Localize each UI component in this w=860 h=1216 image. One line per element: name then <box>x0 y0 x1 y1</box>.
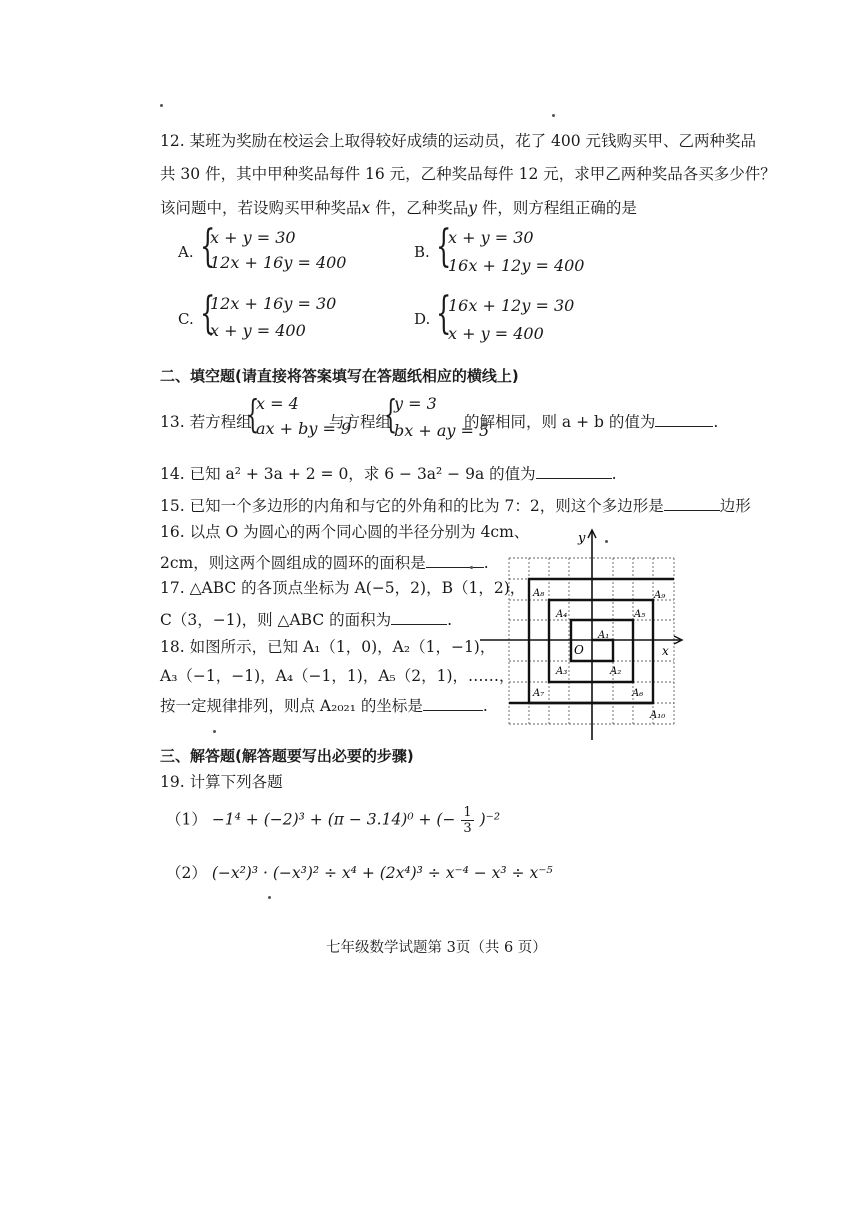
option-a-eq1: x + y = 30 <box>210 228 296 247</box>
option-c-brace: { <box>200 288 216 339</box>
q18-line2: A₃（−1，−1)，A₄（−1，1)，A₅（2，1)，……， <box>160 667 515 685</box>
q19-part1-label: （1） <box>166 810 207 829</box>
page-footer: 七年级数学试题第 3页（共 6 页） <box>326 940 547 956</box>
q13-mid: 与方程组 <box>329 413 392 431</box>
q13-brace1: { <box>246 392 260 436</box>
q18-line3: 按一定规律排列，则点 A₂₀₂₁ 的坐标是 . <box>160 697 488 715</box>
q19-title: 19. 计算下列各题 <box>160 773 283 791</box>
point-a1-label: A₁ <box>598 630 610 641</box>
q13-sys1-eq2: ax + by = 9 <box>256 419 352 438</box>
option-b-brace: { <box>436 221 452 272</box>
option-c-eq1: 12x + 16y = 30 <box>210 294 337 313</box>
q19-part1-expr-b: )⁻² <box>479 810 501 829</box>
spiral-grid-figure <box>478 528 684 742</box>
point-a4-label: A₄ <box>556 609 568 620</box>
q13-answer-blank[interactable] <box>655 426 713 427</box>
scan-speck <box>470 566 473 569</box>
spiral-path <box>529 579 674 703</box>
fraction-numerator: 1 <box>463 805 472 820</box>
x-axis-label: x <box>662 644 669 658</box>
q14-answer-blank[interactable] <box>536 478 612 479</box>
q19-part2 <box>166 863 553 883</box>
q19-part1-fraction <box>461 805 473 836</box>
q18-answer-blank[interactable] <box>423 710 483 711</box>
q16-answer-blank[interactable] <box>426 567 484 568</box>
q17-line2: C（3，−1)，则 △ABC 的面积为 . <box>160 611 453 629</box>
q15-answer-blank[interactable] <box>664 510 720 511</box>
option-b-eq2: 16x + 12y = 400 <box>448 256 585 275</box>
q17-answer-blank[interactable] <box>391 624 447 625</box>
option-a-label: A. <box>178 243 194 261</box>
q19-part1 <box>166 805 500 836</box>
point-a2-label: A₂ <box>610 666 622 677</box>
q17-line1: 17. △ABC 的各顶点坐标为 A(−5，2)，B（1，2)， <box>160 579 526 597</box>
point-a8-label: A₈ <box>533 588 545 599</box>
option-b-label: B. <box>414 243 430 261</box>
scan-speck <box>213 730 216 733</box>
section3-heading: 三、解答题(解答题要写出必要的步骤) <box>160 747 414 765</box>
scan-speck <box>160 104 163 107</box>
q13-suffix: 的解相同，则 a + b 的值为 . <box>464 413 719 431</box>
option-d-eq2: x + y = 400 <box>448 324 544 343</box>
option-c-label: C. <box>178 310 194 328</box>
q18-line1: 18. 如图所示，已知 A₁（1，0)，A₂（1，−1)， <box>160 638 496 656</box>
q13-sys1-eq1: x = 4 <box>256 394 299 413</box>
q14: 14. 已知 a² + 3a + 2 = 0，求 6 − 3a² − 9a 的值为 . <box>160 465 617 483</box>
q12-line2: 共 30 件，其中甲种奖品每件 16 元，乙种奖品每件 12 元，求甲乙两种奖品各买多少件？ <box>160 165 776 183</box>
q15: 15. 已知一个多边形的内角和与它的外角和的比为 7：2，则这个多边形是 边形 <box>160 497 751 515</box>
q19-part2-expr: (−x²)³ · (−x³)² ÷ x⁴ + (2x⁴)³ ÷ x⁻⁴ − x³ ÷ x⁻⁵ <box>211 864 553 882</box>
q13-sys2-eq1: y = 3 <box>394 394 437 413</box>
origin-label: O <box>574 643 584 657</box>
option-d-eq1: 16x + 12y = 30 <box>448 296 575 315</box>
point-a9-label: A₉ <box>654 590 666 601</box>
fraction-denominator: 3 <box>463 821 472 836</box>
q19-part1-expr-a: −1⁴ + (−2)³ + (π − 3.14)⁰ + (− <box>211 810 456 829</box>
option-d-label: D. <box>414 310 431 328</box>
scan-speck <box>268 896 271 899</box>
section2-heading: 二、填空题(请直接将答案填写在答题纸相应的横线上) <box>160 367 519 385</box>
q19-part2-label: （2） <box>166 864 207 882</box>
point-a10-label: A₁₀ <box>650 710 666 721</box>
q13-sys2-eq2: bx + ay = 5 <box>394 421 490 440</box>
y-axis-label: y <box>578 531 586 546</box>
option-a-eq2: 12x + 16y = 400 <box>210 253 347 272</box>
point-a6-label: A₆ <box>632 688 644 699</box>
scan-speck <box>605 540 608 543</box>
q13-brace2: { <box>384 392 398 436</box>
scan-speck <box>552 114 555 117</box>
option-b-eq1: x + y = 30 <box>448 228 534 247</box>
q16-line2: 2cm，则这两个圆组成的圆环的面积是 . <box>160 554 489 572</box>
point-a7-label: A₇ <box>533 688 545 699</box>
option-c-eq2: x + y = 400 <box>210 321 306 340</box>
q12-line3: 该问题中，若设购买甲种奖品x 件，乙种奖品y 件，则方程组正确的是 <box>160 199 637 217</box>
q16-line1: 16. 以点 O 为圆心的两个同心圆的半径分别为 4cm、 <box>160 523 530 541</box>
q13-prefix: 13. 若方程组 <box>160 413 252 431</box>
option-a-brace: { <box>200 221 216 272</box>
point-a5-label: A₅ <box>634 609 646 620</box>
option-d-brace: { <box>436 288 452 339</box>
q12-line1: 12. 某班为奖励在校运会上取得较好成绩的运动员，花了 400 元钱购买甲、乙两种奖品 <box>160 132 757 150</box>
point-a3-label: A₃ <box>556 666 568 677</box>
